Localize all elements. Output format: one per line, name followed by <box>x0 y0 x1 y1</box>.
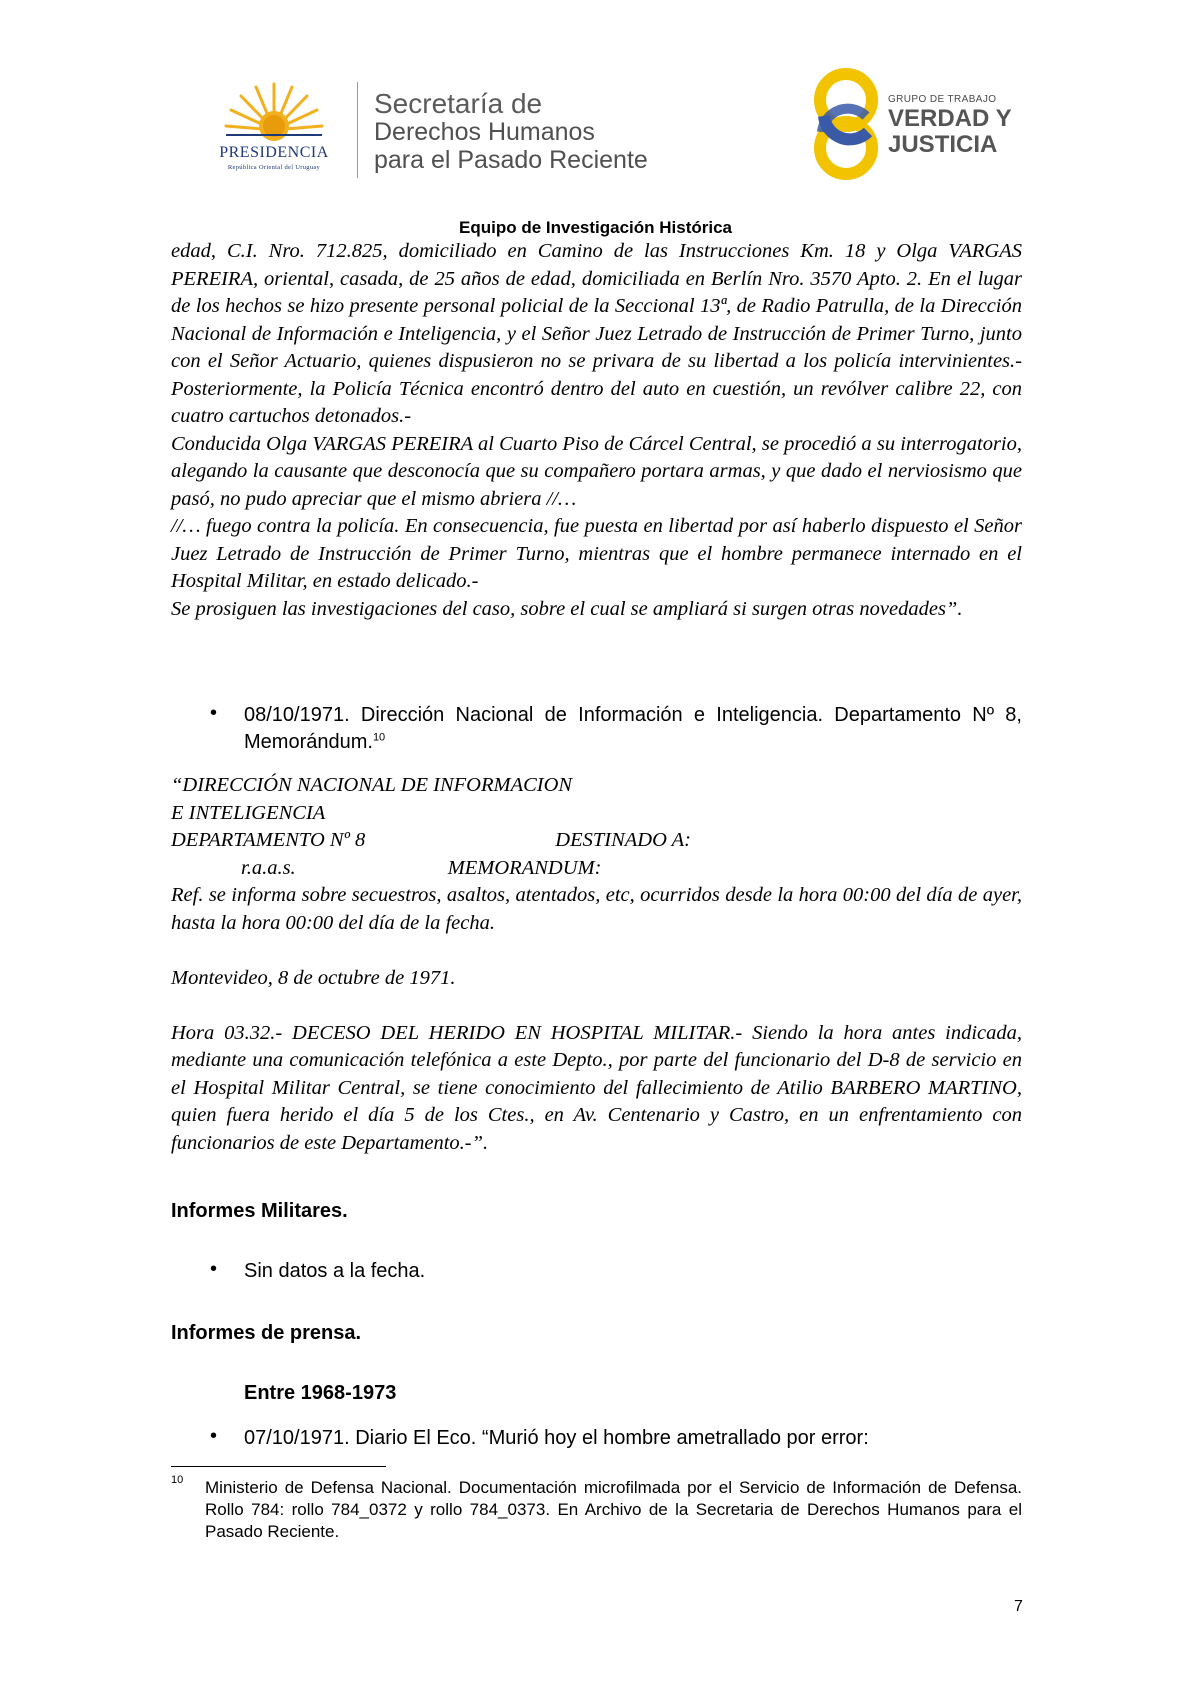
bullet-marker: • <box>210 702 218 724</box>
bullet-item-memo <box>244 702 1022 756</box>
vj-title-line-2: JUSTICIA <box>888 131 998 158</box>
bullet-item-eco: 07/10/1971. Diario El Eco. “Murió hoy el hombre ametrallado por error: <box>244 1427 869 1449</box>
memo-line: E INTELIGENCIA <box>171 801 326 824</box>
memo-department: DEPARTAMENTO Nº 8 <box>171 829 366 851</box>
vj-title-line-1: VERDAD Y <box>888 105 1012 132</box>
page-header <box>0 0 1191 210</box>
presidencia-logo <box>196 80 352 180</box>
header-divider <box>357 82 358 178</box>
team-heading: Equipo de Investigación Histórica <box>459 218 732 237</box>
body-paragraph: edad, C.I. Nro. 712.825, domiciliado en Camino de las Instrucciones Km. 18 y Olga VARGAS PEREIRA, oriental, casada, de 25 años de edad, domiciliada en Berlín Nro. 3570 Apto. 2. En el lugar de los hechos se hizo presente personal policial de la Seccional 13ª, de Radio Patrulla, de la Dirección Nacional de Información e Inteligencia, y el Señor Juez Letrado de Instrucción de Primer Turno, junto con el Señor Actuario, quienes dispusieron no se privara de su libertad a los policía intervinientes.- Posteriormente, la Policía Técnica encontró dentro del auto en cuestión, un revólver calibre 22, con cuatro cartuchos detonados.- <box>171 240 1022 427</box>
footnote-number: 10 <box>171 1474 184 1486</box>
bullet-text: 08/10/1971. Dirección Nacional de Información e Inteligencia. Departamento Nº 8, Memorándum. <box>244 704 1022 753</box>
memo-hora: Hora 03.32.- DECESO DEL HERIDO EN HOSPITAL MILITAR.- Siendo la hora antes indicada, mediante una comunicación telefónica a este Depto., por parte del funcionario del D-8 de servicio en el Hospital Militar Central, se tiene conocimiento del fallecimiento de Atilio BARBERO MARTINO, quien fuera herido el día 5 de los Ctes., en Av. Centenario y Castro, en un enfrentamiento con funcionarios de este Departamento.-”. <box>171 1021 1022 1154</box>
memo-quote <box>171 772 1022 1157</box>
footnote-ref[interactable]: 10 <box>372 731 386 744</box>
memo-memorandum: MEMORANDUM: <box>447 856 602 879</box>
memo-ref: Ref. se informa sobre secuestros, asaltos, atentados, etc, ocurridos desde la hora 00:00 del día de ayer, hasta la hora 00:00 del día de la fecha. <box>171 884 1022 934</box>
verdad-justicia-logo <box>808 64 1038 184</box>
footnote-rule <box>171 1466 386 1467</box>
secretaria-line-1: Secretaría de <box>374 88 543 119</box>
presidencia-text: PRESIDENCIA <box>219 144 329 161</box>
bullet-marker: • <box>210 1258 218 1280</box>
section-heading-militares: Informes Militares. <box>171 1200 348 1222</box>
presidencia-subtitle: República Oriental del Uruguay <box>227 164 321 171</box>
body-paragraph: Conducida Olga VARGAS PEREIRA al Cuarto Piso de Cárcel Central, se procedió a su interrogatorio, alegando la causante que desconocía que su compañero portara armas, y que dado el nerviosismo que pasó, no pudo apreciar que el mismo abriera //… <box>171 432 1022 510</box>
memo-raas: r.a.a.s. <box>241 856 296 879</box>
sun-emblem-icon <box>196 80 352 144</box>
secretaria-title <box>374 90 648 174</box>
footnote-text: Ministerio de Defensa Nacional. Documentación microfilmada por el Servicio de Información de Defensa. Rollo 784: rollo 784_0372 y rollo 784_0373. En Archivo de la Secretaria de Derechos Humanos para el Pasado Reciente. <box>205 1478 1022 1541</box>
body-paragraph: Se prosiguen las investigaciones del caso, sobre el cual se ampliará si surgen otras novedades”. <box>171 597 963 620</box>
memo-destinado: DESTINADO A: <box>555 829 692 851</box>
bullet-marker: • <box>210 1425 218 1447</box>
memo-place-date: Montevideo, 8 de octubre de 1971. <box>171 966 456 989</box>
secretaria-line-3: para el Pasado Reciente <box>374 146 648 174</box>
memo-line <box>171 827 1022 855</box>
body-paragraph: //… fuego contra la policía. En consecuencia, fue puesta en libertad por así haberlo dispuesto el Señor Juez Letrado de Instrucción de Primer Turno, mientras que el hombre permanece internado en el Hospital Militar, en estado delicado.- <box>171 515 1022 592</box>
linked-rings-icon <box>808 64 884 184</box>
memo-line: “DIRECCIÓN NACIONAL DE INFORMACION <box>171 774 573 796</box>
memo-line <box>171 855 1022 883</box>
section-heading-prensa: Informes de prensa. <box>171 1322 362 1344</box>
body-text <box>171 238 1022 623</box>
bullet-item-sin-datos: Sin datos a la fecha. <box>244 1260 426 1282</box>
vj-group-label: GRUPO DE TRABAJO <box>888 94 997 105</box>
page-number: 7 <box>1014 1598 1023 1615</box>
subsection-heading: Entre 1968-1973 <box>244 1382 397 1404</box>
secretaria-line-2: Derechos Humanos <box>374 118 595 146</box>
vj-title <box>888 106 1012 158</box>
